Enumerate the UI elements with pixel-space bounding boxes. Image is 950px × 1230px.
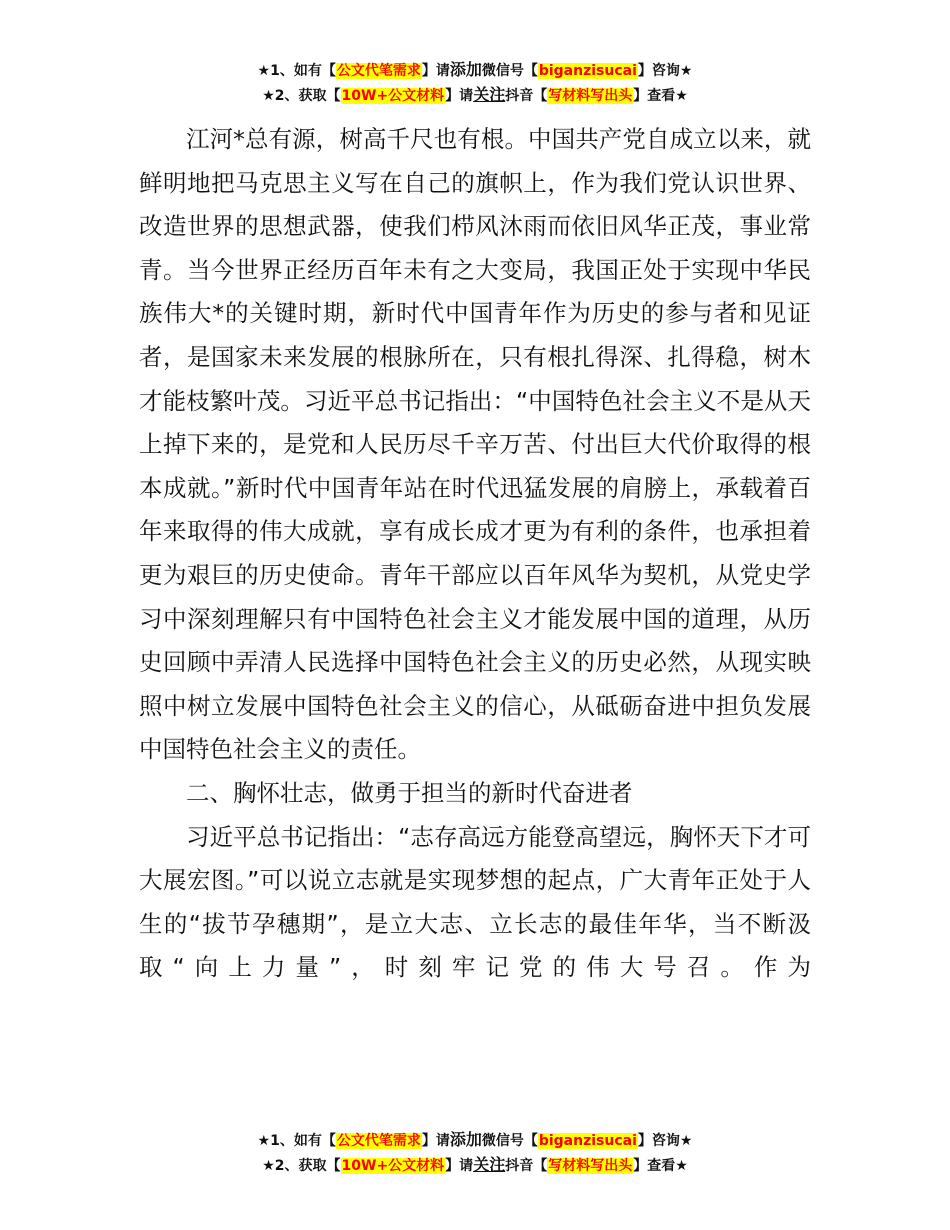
banner-text: 】咨询★ bbox=[637, 1133, 693, 1149]
banner-text: 】查看★ bbox=[633, 88, 688, 104]
banner-emphasis: 添加 bbox=[449, 1130, 482, 1149]
banner-text: 】请 bbox=[445, 1158, 474, 1174]
banner-text: 2、获取【 bbox=[274, 1158, 341, 1174]
banner-text: 】请 bbox=[445, 88, 474, 104]
star-icon: ★ bbox=[262, 1158, 275, 1174]
highlight-service: 公文代笔需求 bbox=[336, 1133, 421, 1149]
highlight-wechat-id[interactable]: biganzisucai bbox=[538, 63, 637, 79]
header-banner bbox=[0, 58, 950, 108]
document-body bbox=[139, 118, 811, 990]
banner-line-1 bbox=[0, 58, 950, 83]
banner-text: 微信号【 bbox=[481, 63, 538, 79]
banner-line-2 bbox=[0, 83, 950, 108]
banner-text: 】请 bbox=[421, 63, 450, 79]
highlight-service: 公文代笔需求 bbox=[336, 63, 421, 79]
banner-line-1 bbox=[0, 1128, 950, 1153]
banner-text: 抖音【 bbox=[505, 1158, 548, 1174]
star-icon: ★ bbox=[257, 1133, 271, 1149]
highlight-douyin-account[interactable]: 写材料写出头 bbox=[548, 1158, 633, 1174]
banner-emphasis: 关注 bbox=[473, 1155, 506, 1174]
highlight-materials: 10W+公文材料 bbox=[341, 1158, 445, 1174]
body-paragraph: 江河*总有源，树高千尺也有根。中国共产党自成立以来，就鲜明地把马克思主义写在自己的旗帜上，作为我们党认识世界、改造世界的思想武器，使我们栉风沐雨而依旧风华正茂，事业常青。当今世界正经历百年未有之大变局，我国正处于实现中华民族伟大*的关键时期，新时代中国青年作为历史的参与者和见证者，是国家未来发展的根脉所在，只有根扎得深、扎得稳，树木才能枝繁叶茂。习近平总书记指出：“中国特色社会主义不是从天上掉下来的，是党和人民历尽千辛万苦、付出巨大代价取得的根本成就。”新时代中国青年站在时代迅猛发展的肩膀上，承载着百年来取得的伟大成就，享有成长成才更为有利的条件，也承担着更为艰巨的历史使命。青年干部应以百年风华为契机，从党史学习中深刻理解只有中国特色社会主义才能发展中国的道理，从历史回顾中弄清人民选择中国特色社会主义的历史必然，从现实映照中树立发展中国特色社会主义的信心，从砥砺奋进中担负发展中国特色社会主义的责任。 bbox=[139, 125, 811, 764]
footer-banner bbox=[0, 1128, 950, 1178]
banner-text: 】咨询★ bbox=[637, 63, 693, 79]
banner-text: 1、如有【 bbox=[270, 63, 336, 79]
highlight-materials: 10W+公文材料 bbox=[341, 88, 445, 104]
banner-text: 微信号【 bbox=[481, 1133, 538, 1149]
body-paragraph: 习近平总书记指出：“志存高远方能登高望远，胸怀天下才可大展宏图。”可以说立志就是实现梦想的起点，广大青年正处于人生的“拔节孕穗期”，是立大志、立长志的最佳年华，当不断汲取“向上力量”，时刻牢记党的伟大号召。作为 bbox=[139, 822, 811, 982]
banner-text: 】请 bbox=[421, 1133, 450, 1149]
banner-text: 】查看★ bbox=[633, 1158, 688, 1174]
star-icon: ★ bbox=[262, 88, 275, 104]
banner-text: 抖音【 bbox=[505, 88, 548, 104]
banner-text: 1、如有【 bbox=[270, 1133, 336, 1149]
highlight-wechat-id[interactable]: biganzisucai bbox=[538, 1133, 637, 1149]
highlight-douyin-account[interactable]: 写材料写出头 bbox=[548, 88, 633, 104]
banner-emphasis: 添加 bbox=[449, 60, 482, 79]
banner-emphasis: 关注 bbox=[473, 85, 506, 104]
section-heading: 二、胸怀壮志，做勇于担当的新时代奋进者 bbox=[186, 778, 633, 807]
star-icon: ★ bbox=[257, 63, 271, 79]
banner-text: 2、获取【 bbox=[274, 88, 341, 104]
banner-line-2 bbox=[0, 1153, 950, 1178]
